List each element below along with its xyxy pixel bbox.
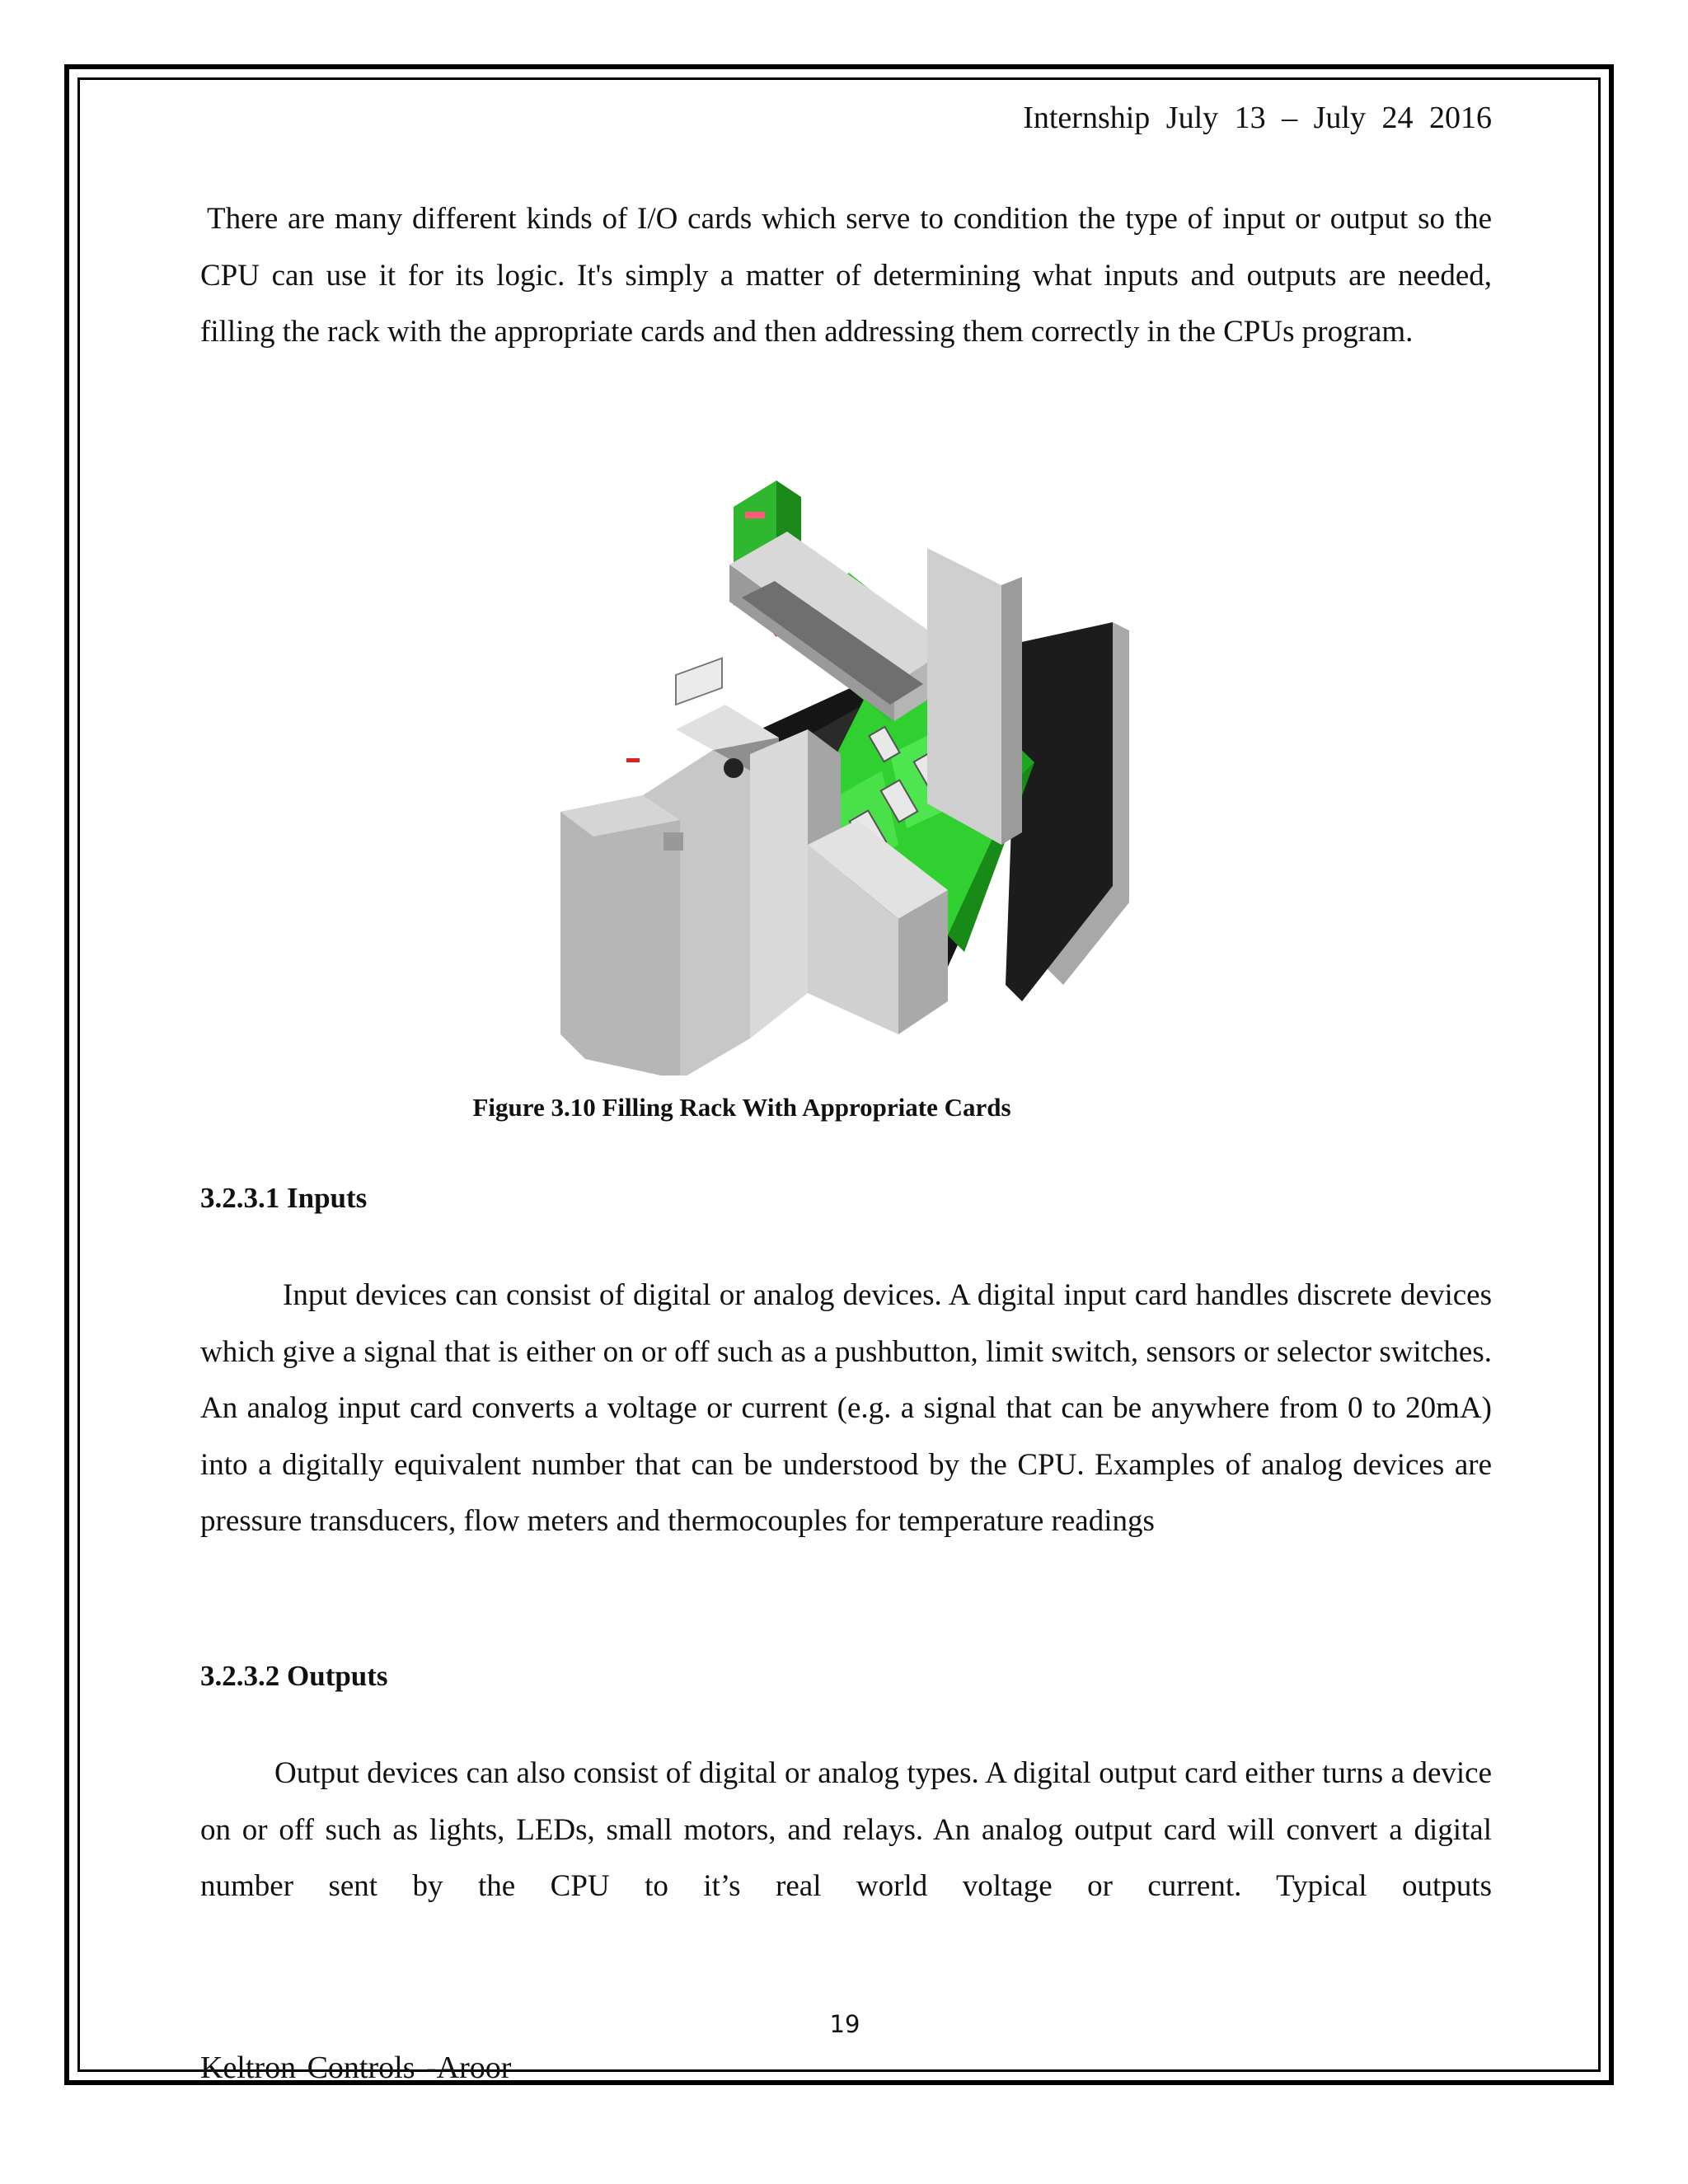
- section-heading-inputs: 3.2.3.1 Inputs: [200, 1182, 368, 1214]
- page-number: 19: [829, 2010, 860, 2038]
- intro-paragraph-block: [200, 191, 1492, 361]
- rack-right-wall: [1006, 622, 1129, 1001]
- page-header: Internship July 13 – July 24 2016: [1023, 101, 1492, 135]
- inputs-paragraph: Input devices can consist of digital or analog devices. A digital input card handles discrete devices which give a signal that is either on or off such as a pushbutton, limit switch, sensors or selector switches. An analog input card converts a voltage or current (e.g. a signal that can be anywhere from 0 to 20mA) into a digitally equivalent number that can be understood by the CPU. Examples of analog devices are pressure transducers, flow meters and thermocouples for temperature readings: [200, 1278, 1492, 1539]
- plc-rack-illustration: [560, 457, 1129, 1076]
- page-footer: Keltron Controls -Aroor: [200, 2050, 512, 2085]
- outputs-paragraph-block: [200, 1746, 1492, 1915]
- plc-rack-figure: [560, 457, 1129, 1076]
- section-heading-outputs: 3.2.3.2 Outputs: [200, 1660, 388, 1692]
- inputs-paragraph-block: [200, 1268, 1492, 1550]
- intro-paragraph: There are many different kinds of I/O cards which serve to condition the type of input or output so the CPU can use it for its logic. It's simply a matter of determining what inputs and outputs are needed, filling the rack with the appropriate cards and then addressing them correctly in the CPUs program.: [200, 202, 1492, 349]
- outputs-paragraph: Output devices can also consist of digital or analog types. A digital output card either turns a device on or off such as lights, LEDs, small motors, and relays. An analog output card will convert a digital number sent by the CPU to it’s real world voltage or current. Typical outputs: [200, 1756, 1492, 1904]
- cpu-module: [560, 658, 779, 1076]
- figure-caption: Figure 3.10 Filling Rack With Appropriate Cards: [472, 1093, 1011, 1122]
- rear-module: [927, 548, 1022, 845]
